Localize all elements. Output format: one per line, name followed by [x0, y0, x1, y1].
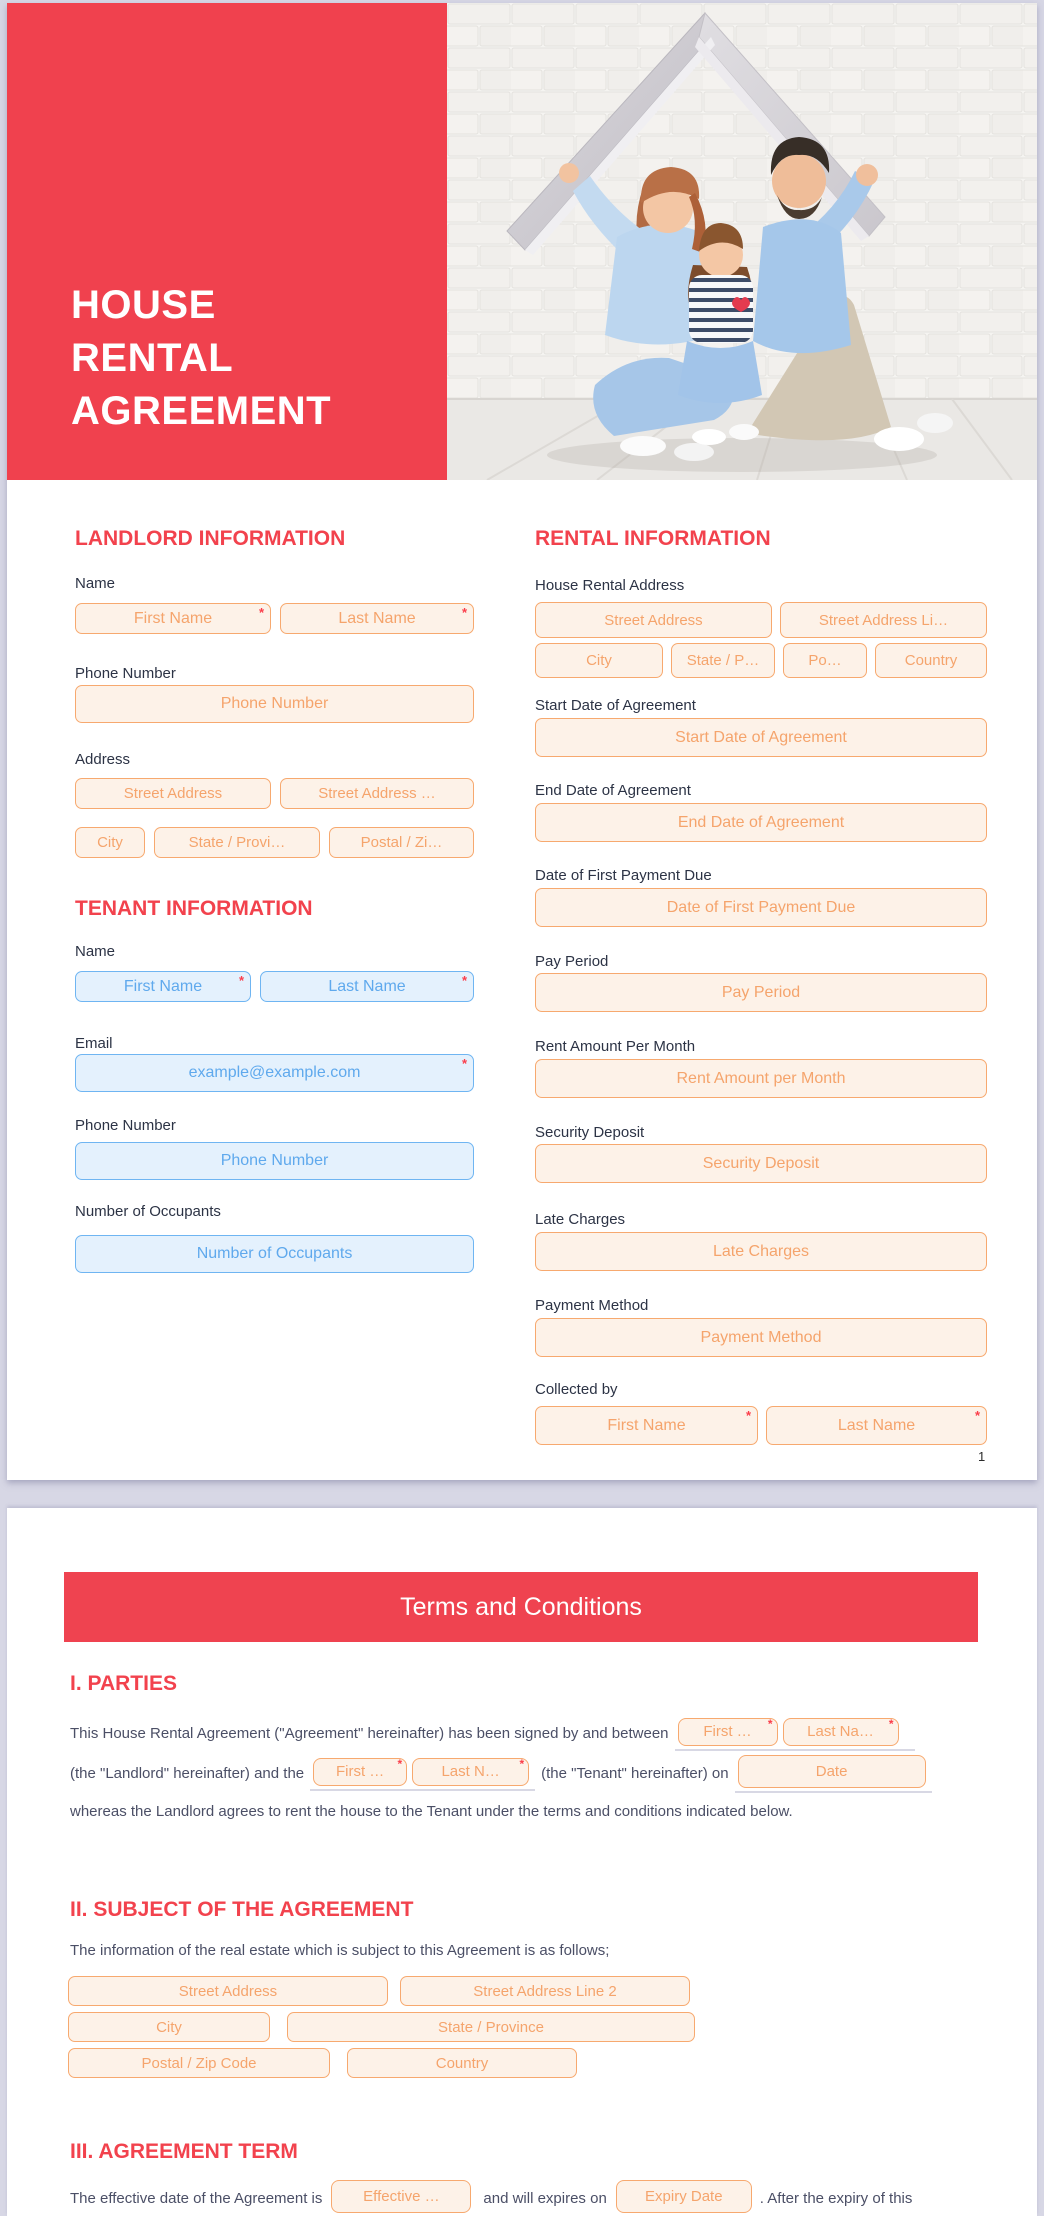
parties-date-field[interactable]: Date — [738, 1755, 926, 1788]
form-title — [71, 279, 331, 438]
parties-tenant-first-field[interactable]: First … * — [313, 1758, 407, 1786]
subject-intro: The information of the real estate which is subject to this Agreement is as follows; — [70, 1941, 610, 1959]
rental-country-field[interactable]: Country — [875, 643, 987, 678]
effective-date-field[interactable]: Effective … — [331, 2180, 471, 2213]
term-line: The effective date of the Agreement is Effective … and will expires on Expiry Date . After the expiry of this — [70, 2176, 912, 2216]
tenant-section-title: TENANT INFORMATION — [75, 897, 313, 920]
parties-line-2: (the "Landlord" hereinafter) and the First … * Last N… * (the "Tenant" hereinafter) on Date — [70, 1751, 932, 1795]
landlord-state-field[interactable]: State / Provi… — [154, 827, 320, 858]
first-payment-label: Date of First Payment Due — [535, 867, 712, 884]
subject-street2-field[interactable]: Street Address Line 2 — [400, 1976, 690, 2006]
expiry-date-field[interactable]: Expiry Date — [616, 2180, 752, 2213]
parties-landlord-last-field[interactable]: Last Na… * — [783, 1718, 899, 1746]
title-banner — [7, 3, 447, 480]
security-deposit-label: Security Deposit — [535, 1124, 645, 1141]
tenant-name-label: Name — [75, 943, 116, 960]
date-blank — [735, 1753, 932, 1793]
required-asterisk: * — [888, 1716, 894, 1731]
tenant-email-field[interactable]: example@example.com * — [75, 1054, 474, 1092]
parties-heading: I. PARTIES — [70, 1672, 177, 1695]
required-asterisk: * — [461, 1056, 467, 1071]
required-asterisk: * — [519, 1756, 525, 1771]
payment-method-label: Payment Method — [535, 1297, 649, 1314]
tenant-occupants-label: Number of Occupants — [75, 1203, 221, 1220]
required-asterisk: * — [461, 973, 467, 988]
subject-postal-field[interactable]: Postal / Zip Code — [68, 2048, 330, 2078]
parties-line-3: whereas the Landlord agrees to rent the house to the Tenant under the terms and conditions indicated below. — [70, 1802, 793, 1820]
tenant-email-label: Email — [75, 1035, 113, 1052]
start-date-label: Start Date of Agreement — [535, 697, 696, 714]
rental-street2-field[interactable]: Street Address Li… — [780, 602, 987, 638]
landlord-last-name-field[interactable]: Last Name * — [280, 603, 474, 634]
form-title-line-3: AGREEMENT — [71, 389, 332, 433]
landlord-phone-field[interactable]: Phone Number — [75, 685, 474, 723]
rental-column — [528, 513, 987, 1463]
required-asterisk: * — [397, 1756, 403, 1771]
collected-last-name-field[interactable]: Last Name * — [766, 1406, 987, 1445]
subject-city-field[interactable]: City — [68, 2012, 270, 2042]
collected-by-label: Collected by — [535, 1381, 618, 1398]
rental-street-field[interactable]: Street Address — [535, 602, 772, 638]
pay-period-label: Pay Period — [535, 953, 609, 970]
landlord-name-blank — [675, 1716, 915, 1751]
tenant-name-blank — [310, 1756, 535, 1791]
landlord-phone-label: Phone Number — [75, 665, 176, 682]
tenant-occupants-field[interactable]: Number of Occupants — [75, 1235, 474, 1273]
rental-address-label: House Rental Address — [535, 577, 685, 594]
landlord-address-label: Address — [75, 751, 131, 768]
required-asterisk: * — [238, 973, 244, 988]
end-date-label: End Date of Agreement — [535, 782, 691, 799]
landlord-section-title: LANDLORD INFORMATION — [75, 527, 346, 550]
tenant-phone-label: Phone Number — [75, 1117, 176, 1134]
page-1 — [7, 3, 1037, 1480]
page-number: 1 — [978, 1449, 986, 1464]
required-asterisk: * — [767, 1716, 773, 1731]
tenant-last-name-field[interactable]: Last Name * — [260, 971, 474, 1002]
family-under-roof-photo — [447, 3, 1037, 480]
subject-heading: II. SUBJECT OF THE AGREEMENT — [70, 1898, 414, 1921]
landlord-city-field[interactable]: City — [75, 827, 145, 858]
expiry-date-blank — [613, 2178, 758, 2216]
rental-section-title: RENTAL INFORMATION — [535, 527, 771, 550]
late-charges-field[interactable]: Late Charges — [535, 1232, 987, 1271]
rental-city-field[interactable]: City — [535, 643, 663, 678]
terms-and-conditions-bar: Terms and Conditions — [64, 1572, 978, 1642]
rent-amount-label: Rent Amount Per Month — [535, 1038, 696, 1055]
payment-method-field[interactable]: Payment Method — [535, 1318, 987, 1357]
tenant-phone-field[interactable]: Phone Number — [75, 1142, 474, 1180]
end-date-field[interactable]: End Date of Agreement — [535, 803, 987, 842]
required-asterisk: * — [461, 605, 467, 620]
required-asterisk: * — [258, 605, 264, 620]
tenant-first-name-field[interactable]: First Name * — [75, 971, 251, 1002]
page-2 — [7, 1508, 1037, 2216]
parties-landlord-first-field[interactable]: First … * — [678, 1718, 778, 1746]
collected-first-name-field[interactable]: First Name * — [535, 1406, 758, 1445]
start-date-field[interactable]: Start Date of Agreement — [535, 718, 987, 757]
rental-state-field[interactable]: State / P… — [671, 643, 775, 678]
landlord-street-field[interactable]: Street Address — [75, 778, 271, 809]
subject-street-field[interactable]: Street Address — [68, 1976, 388, 2006]
first-payment-field[interactable]: Date of First Payment Due — [535, 888, 987, 927]
landlord-name-label: Name — [75, 575, 116, 592]
landlord-first-name-field[interactable]: First Name * — [75, 603, 271, 634]
rental-postal-field[interactable]: Po… — [783, 643, 867, 678]
pay-period-field[interactable]: Pay Period — [535, 973, 987, 1012]
form-title-line-2: RENTAL — [71, 336, 234, 380]
parties-tenant-last-field[interactable]: Last N… * — [412, 1758, 529, 1786]
rent-amount-field[interactable]: Rent Amount per Month — [535, 1059, 987, 1098]
landlord-street2-field[interactable]: Street Address … — [280, 778, 474, 809]
required-asterisk: * — [745, 1408, 751, 1423]
subject-country-field[interactable]: Country — [347, 2048, 577, 2078]
landlord-postal-field[interactable]: Postal / Zi… — [329, 827, 474, 858]
parties-line-1: This House Rental Agreement ("Agreement" hereinafter) has been signed by and between First … * Last Na… * — [70, 1711, 915, 1755]
term-heading: III. AGREEMENT TERM — [70, 2140, 298, 2163]
security-deposit-field[interactable]: Security Deposit — [535, 1144, 987, 1183]
form-title-line-1: HOUSE — [71, 283, 216, 327]
effective-date-blank — [328, 2178, 477, 2216]
subject-state-field[interactable]: State / Province — [287, 2012, 695, 2042]
late-charges-label: Late Charges — [535, 1211, 626, 1228]
required-asterisk: * — [974, 1408, 980, 1423]
landlord-tenant-column — [68, 513, 474, 1283]
